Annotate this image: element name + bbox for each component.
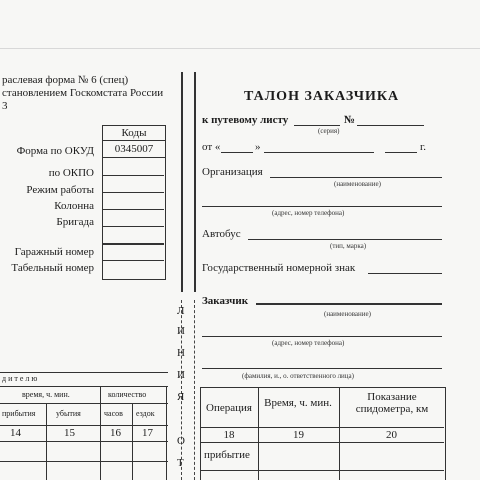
organization-address-field[interactable] (202, 206, 442, 207)
organization-label: Организация (202, 166, 263, 178)
plate-label: Государственный номерной знак (202, 262, 356, 274)
cut-letter-7: Т (177, 457, 184, 469)
bus-label: Автобус (202, 228, 241, 240)
col-number-14: 14 (10, 427, 21, 439)
header-time: Время, ч. мин. (264, 397, 332, 409)
responsible-person-caption: (фамилия, и., о. ответственного лица) (242, 372, 354, 380)
okud-code-value: 0345007 (114, 143, 154, 155)
number-field[interactable] (357, 125, 424, 126)
cut-letter-6: О (177, 435, 185, 447)
number-sign: № (344, 114, 356, 126)
date-year-field[interactable] (385, 152, 417, 153)
cut-letter-3: Н (177, 347, 185, 359)
col-trips-label: ездок (136, 409, 155, 418)
header-odometer: Показание спидометра, км (355, 391, 429, 415)
date-quote: » (255, 141, 261, 153)
col-number-18: 18 (223, 429, 235, 441)
count-group-header: количество (108, 390, 147, 399)
waybill-label: к путевому листу (202, 114, 289, 126)
time-group-header: время, ч. мин. (22, 390, 70, 399)
form-header-line2: становлением Госкомстата России (2, 87, 164, 99)
form-header-line1: раслевая форма № 6 (спец) (2, 74, 129, 86)
cut-letter-1: Л (177, 305, 185, 317)
organization-address-caption: (адрес, номер телефона) (272, 209, 345, 217)
cut-letter-4: И (177, 369, 185, 381)
series-caption: (серия) (318, 127, 340, 135)
date-day-field[interactable] (221, 152, 253, 153)
cut-letter-2: И (177, 325, 185, 337)
date-from-label: от « (202, 141, 221, 153)
customer-field[interactable] (256, 303, 442, 305)
row-arrival-label: прибытие (204, 449, 250, 461)
customer-address-field[interactable] (202, 336, 442, 337)
col-number-16: 16 (110, 427, 121, 439)
codes-header-cell (102, 125, 166, 141)
plate-field[interactable] (368, 273, 442, 274)
coupon-title: ТАЛОН ЗАКАЗЧИКА (244, 89, 400, 104)
customer-address-caption: (адрес, номер телефона) (272, 339, 345, 347)
okpo-label: по ОКПО (48, 167, 94, 179)
personnel-number-label: Табельный номер (11, 262, 94, 274)
header-operation: Операция (206, 402, 252, 414)
date-month-field[interactable] (264, 152, 374, 153)
col-number-20: 20 (386, 429, 397, 441)
bus-caption: (тип, марка) (330, 242, 367, 250)
customer-caption: (наименование) (324, 310, 371, 318)
col-number-19: 19 (293, 429, 304, 441)
col-number-15: 15 (64, 427, 75, 439)
series-field[interactable] (294, 125, 340, 126)
okud-code-cell (102, 140, 166, 158)
bus-field[interactable] (248, 239, 442, 240)
col-departure-label: убытия (56, 409, 81, 418)
customer-label: Заказчик (202, 295, 249, 307)
date-year-suffix: г. (420, 141, 427, 153)
col-hours-label: часов (104, 409, 123, 418)
responsible-person-field[interactable] (202, 368, 442, 369)
brigade-label: Бригада (56, 216, 94, 228)
driver-table-top (0, 372, 168, 373)
col-arrival-label: прибытия (2, 409, 36, 418)
garage-number-label: Гаражный номер (14, 246, 94, 258)
driver-table-title: дителю (2, 374, 40, 383)
codes-label: Коды (121, 127, 147, 139)
column-label: Колонна (54, 200, 94, 212)
col-number-17: 17 (142, 427, 153, 439)
okud-label: Форма по ОКУД (16, 145, 94, 157)
organization-caption: (наименование) (334, 180, 381, 188)
organization-field[interactable] (270, 177, 442, 178)
form-header-line3: 3 (2, 100, 8, 112)
cut-letter-5: Я (177, 391, 185, 403)
work-mode-label: Режим работы (26, 184, 94, 196)
